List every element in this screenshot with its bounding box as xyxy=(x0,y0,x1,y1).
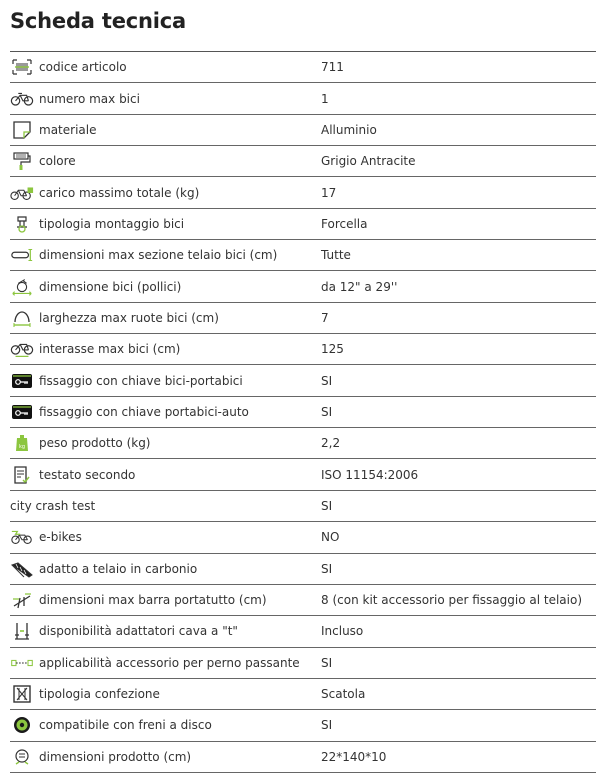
product-size-icon xyxy=(10,747,34,767)
spec-value: SI xyxy=(321,718,333,733)
spec-label-cell xyxy=(10,120,321,140)
spec-label: dimensione bici (pollici) xyxy=(39,279,182,294)
wheel-size-icon xyxy=(10,277,34,297)
table-row xyxy=(10,365,596,396)
table-row xyxy=(10,459,596,490)
table-row xyxy=(10,115,596,146)
spec-label-cell xyxy=(10,371,321,391)
spec-label: larghezza max ruote bici (cm) xyxy=(39,310,219,325)
barcode-icon xyxy=(10,57,34,77)
spec-value: 1 xyxy=(321,91,329,106)
table-row xyxy=(10,177,596,208)
table-row xyxy=(10,146,596,177)
color-palette-icon xyxy=(10,151,34,171)
key-lock-icon xyxy=(10,371,34,391)
spec-label-cell xyxy=(10,499,321,513)
spec-value: 8 (con kit accessorio per fissaggio al telaio) xyxy=(321,593,583,608)
spec-value: SI xyxy=(321,561,333,576)
spec-value: 711 xyxy=(321,60,344,75)
carbon-frame-icon xyxy=(10,559,34,579)
spec-value: Tutte xyxy=(321,248,351,263)
spec-label-cell xyxy=(10,89,321,109)
table-row xyxy=(10,742,596,773)
spec-label-cell xyxy=(10,715,321,735)
table-row xyxy=(10,83,596,114)
spec-value: NO xyxy=(321,530,340,545)
spec-label: codice articolo xyxy=(39,60,127,75)
table-row xyxy=(10,209,596,240)
table-row xyxy=(10,585,596,616)
disc-brake-icon xyxy=(10,715,34,735)
spec-label-cell xyxy=(10,308,321,328)
spec-value: Alluminio xyxy=(321,122,377,137)
box-package-icon xyxy=(10,684,34,704)
material-square-icon xyxy=(10,120,34,140)
spec-value: 22*140*10 xyxy=(321,749,387,764)
fork-mount-icon xyxy=(10,214,34,234)
table-row xyxy=(10,397,596,428)
spec-value: Scatola xyxy=(321,687,366,702)
ebike-icon xyxy=(10,527,34,547)
spec-label: tipologia confezione xyxy=(39,687,160,702)
table-row xyxy=(10,52,596,83)
spec-label: colore xyxy=(39,154,76,169)
spec-value: SI xyxy=(321,655,333,670)
key-lock-car-icon xyxy=(10,402,34,422)
spec-label-cell xyxy=(10,245,321,265)
spec-label-cell xyxy=(10,559,321,579)
spec-label-cell xyxy=(10,621,321,641)
spec-label-cell xyxy=(10,747,321,767)
table-row xyxy=(10,554,596,585)
spec-value: 125 xyxy=(321,342,344,357)
spec-label: materiale xyxy=(39,122,97,137)
spec-label: numero max bici xyxy=(39,91,140,106)
table-row xyxy=(10,428,596,459)
spec-label-cell xyxy=(10,684,321,704)
table-row xyxy=(10,303,596,334)
spec-label: interasse max bici (cm) xyxy=(39,342,181,357)
spec-value: ISO 11154:2006 xyxy=(321,467,419,482)
spec-label-cell xyxy=(10,527,321,547)
spec-label-cell xyxy=(10,339,321,359)
bicycle-icon xyxy=(10,89,34,109)
spec-label-cell xyxy=(10,653,321,673)
bike-weight-icon xyxy=(10,183,34,203)
certificate-icon xyxy=(10,465,34,485)
spec-label: fissaggio con chiave bici-portabici xyxy=(39,373,243,388)
spec-label: disponibilità adattatori cava a "t" xyxy=(39,624,238,639)
table-row xyxy=(10,334,596,365)
spec-label: dimensioni max barra portatutto (cm) xyxy=(39,593,267,608)
spec-table xyxy=(10,51,596,773)
table-row xyxy=(10,522,596,553)
wheelbase-icon xyxy=(10,339,34,359)
svg-text:kg: kg xyxy=(18,444,26,451)
spec-value: 2,2 xyxy=(321,436,341,451)
spec-label-cell xyxy=(10,433,321,453)
spec-label: compatibile con freni a disco xyxy=(39,718,212,733)
spec-label-cell xyxy=(10,277,321,297)
spec-value: 7 xyxy=(321,310,329,325)
tire-width-icon xyxy=(10,308,34,328)
table-row xyxy=(10,710,596,741)
spec-label-cell xyxy=(10,214,321,234)
table-row xyxy=(10,679,596,710)
spec-label-cell xyxy=(10,402,321,422)
spec-label: dimensioni max sezione telaio bici (cm) xyxy=(39,248,278,263)
spec-label-cell xyxy=(10,465,321,485)
t-slot-adapter-icon xyxy=(10,621,34,641)
page-title: Scheda tecnica xyxy=(10,9,186,33)
table-row xyxy=(10,491,596,522)
spec-value: Incluso xyxy=(321,624,364,639)
spec-value: Forcella xyxy=(321,216,368,231)
spec-value: Grigio Antracite xyxy=(321,154,416,169)
spec-value: SI xyxy=(321,498,333,513)
spec-label: fissaggio con chiave portabici-auto xyxy=(39,404,249,419)
spec-label-cell xyxy=(10,151,321,171)
spec-label: city crash test xyxy=(10,498,96,513)
spec-label: carico massimo totale (kg) xyxy=(39,185,200,200)
spec-value: 17 xyxy=(321,185,337,200)
spec-label-cell xyxy=(10,590,321,610)
spec-value: SI xyxy=(321,404,333,419)
spec-label: adatto a telaio in carbonio xyxy=(39,561,198,576)
spec-label: dimensioni prodotto (cm) xyxy=(39,749,192,764)
table-row xyxy=(10,271,596,302)
spec-label: peso prodotto (kg) xyxy=(39,436,151,451)
roof-bar-icon xyxy=(10,590,34,610)
table-row xyxy=(10,616,596,647)
table-row xyxy=(10,240,596,271)
thru-axle-icon xyxy=(10,653,34,673)
spec-label: e-bikes xyxy=(39,530,82,545)
spec-label-cell xyxy=(10,57,321,77)
spec-label: applicabilità accessorio per perno passante xyxy=(39,655,300,670)
spec-value: SI xyxy=(321,373,333,388)
spec-label-cell xyxy=(10,183,321,203)
table-row xyxy=(10,648,596,679)
spec-value: da 12" a 29'' xyxy=(321,279,398,294)
spec-label: testato secondo xyxy=(39,467,136,482)
frame-section-icon xyxy=(10,245,34,265)
weight-icon xyxy=(10,433,34,453)
spec-label: tipologia montaggio bici xyxy=(39,216,185,231)
